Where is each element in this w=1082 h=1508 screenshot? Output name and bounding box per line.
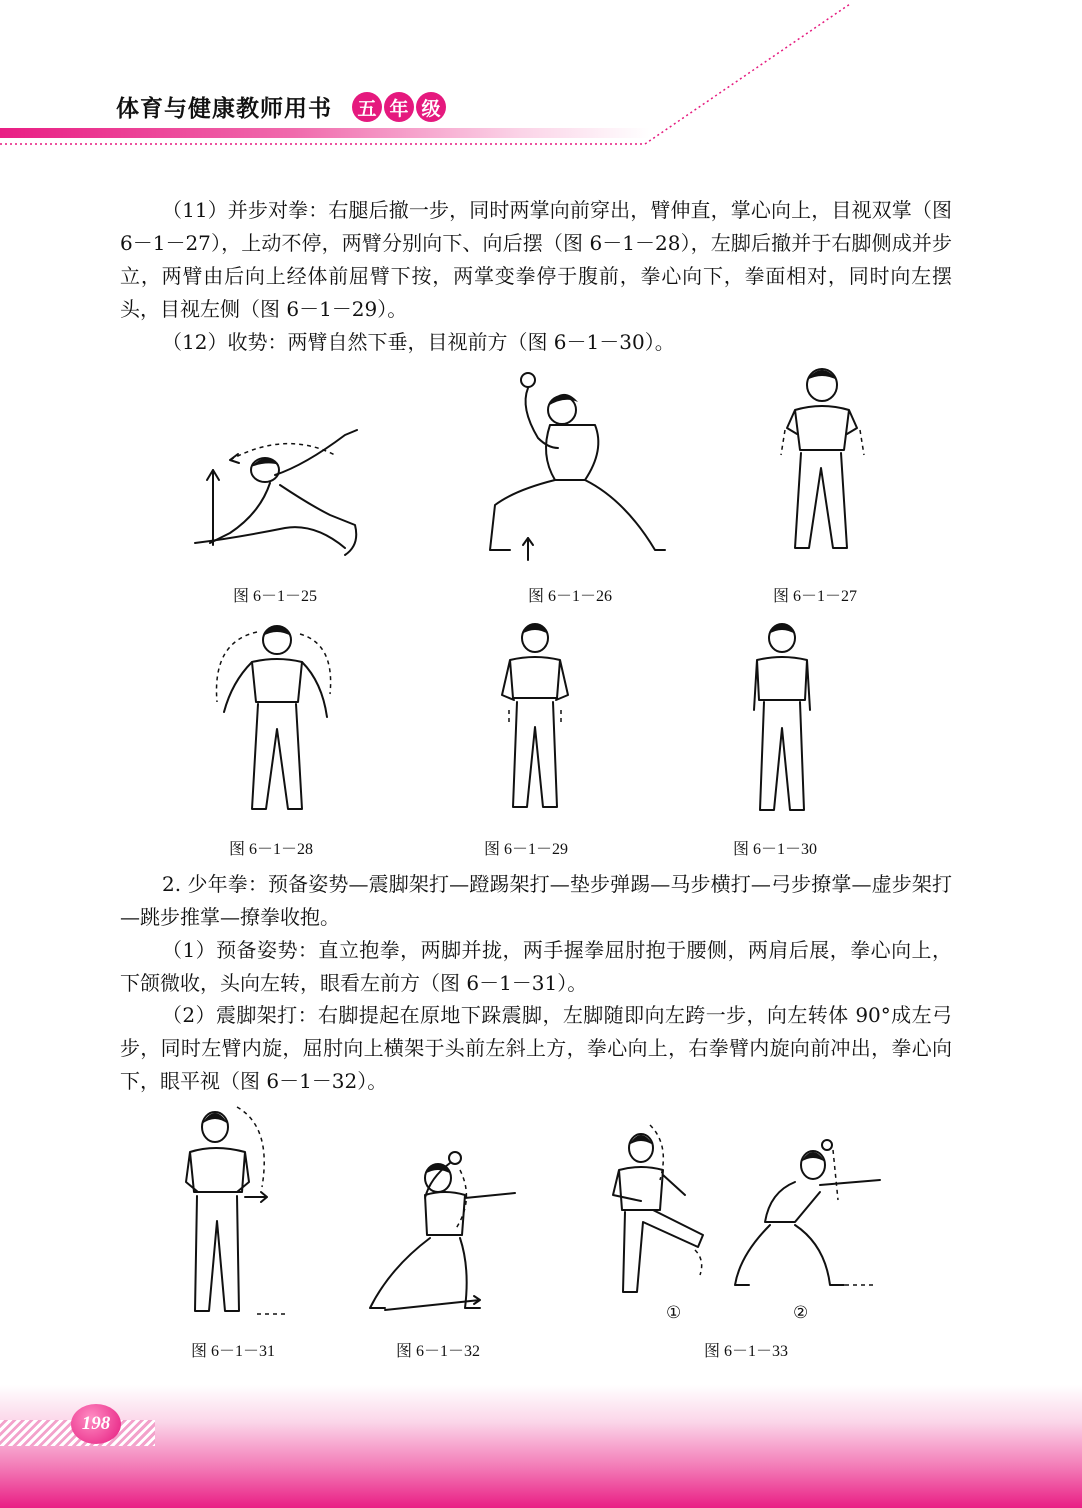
- grade-char-3: 级: [416, 92, 446, 122]
- figure-6-1-33: [605, 1120, 895, 1310]
- figure-6-1-28: [212, 622, 342, 822]
- figure-6-1-31: [175, 1102, 295, 1327]
- paragraph-shaonianquan: 2. 少年拳：预备姿势—震脚架打—蹬踢架打—垫步弹踢—马步横打—弓步撩掌—虚步架打—跳步推掌—撩拳收抱。: [120, 872, 952, 929]
- grade-char-1: 五: [352, 92, 382, 122]
- caption-6-1-32: 图 6－1－32: [396, 1343, 481, 1360]
- grade-char-2: 年: [384, 92, 414, 122]
- figure-6-1-29: [495, 620, 575, 820]
- sub-label-1: ①: [666, 1303, 682, 1323]
- sub-label-2: ②: [793, 1303, 809, 1323]
- figure-6-1-32: [360, 1150, 530, 1320]
- caption-6-1-30: 图 6－1－30: [733, 841, 818, 858]
- caption-6-1-28: 图 6－1－28: [229, 841, 314, 858]
- header-dotted-line: [0, 0, 1082, 150]
- grade-badge: [352, 92, 446, 122]
- caption-6-1-25: 图 6－1－25: [233, 588, 318, 605]
- figure-6-1-30: [742, 620, 822, 820]
- page-footer: [0, 1385, 1082, 1508]
- caption-6-1-31: 图 6－1－31: [191, 1343, 276, 1360]
- page-header: [0, 0, 1082, 150]
- caption-6-1-33: 图 6－1－33: [704, 1343, 789, 1360]
- page-number: 198: [71, 1404, 121, 1444]
- caption-6-1-27: 图 6－1－27: [773, 588, 858, 605]
- book-title: 体育与健康教师用书: [116, 95, 332, 122]
- caption-6-1-29: 图 6－1－29: [484, 841, 569, 858]
- paragraph-2-zhenjiao: （2）震脚架打：右脚提起在原地下跺震脚，左脚随即向左跨一步，向左转体 90°成左弓步，同时左臂内旋，屈肘向上横架于头前左斜上方，拳心向上，右拳臂内旋向前冲出，拳心向下，眼平视（图 6－1－32）。: [120, 1003, 952, 1093]
- figure-6-1-27: [775, 365, 870, 565]
- paragraph-12: （12）收势：两臂自然下垂，目视前方（图 6－1－30）。: [162, 330, 675, 354]
- figure-6-1-26: [480, 370, 670, 570]
- figure-6-1-25: [185, 415, 365, 565]
- paragraph-11: （11）并步对拳：右腿后撤一步，同时两掌向前穿出，臂伸直，掌心向上，目视双掌（图 6－1－27），上动不停，两臂分别向下、向后摆（图 6－1－28），左脚后撤并于右脚侧成并步立，两臂由后向上经体前屈臂下按，两掌变拳停于腹前，拳心向下，拳面相对，同时向左摆头，目视左侧（图 6－1－29）。: [120, 198, 952, 321]
- caption-6-1-26: 图 6－1－26: [528, 588, 613, 605]
- paragraph-1-prep: （1）预备姿势：直立抱拳，两脚并拢，两手握拳屈肘抱于腰侧，两肩后展，拳心向上，下颌微收，头向左转，眼看左前方（图 6－1－31）。: [120, 938, 952, 995]
